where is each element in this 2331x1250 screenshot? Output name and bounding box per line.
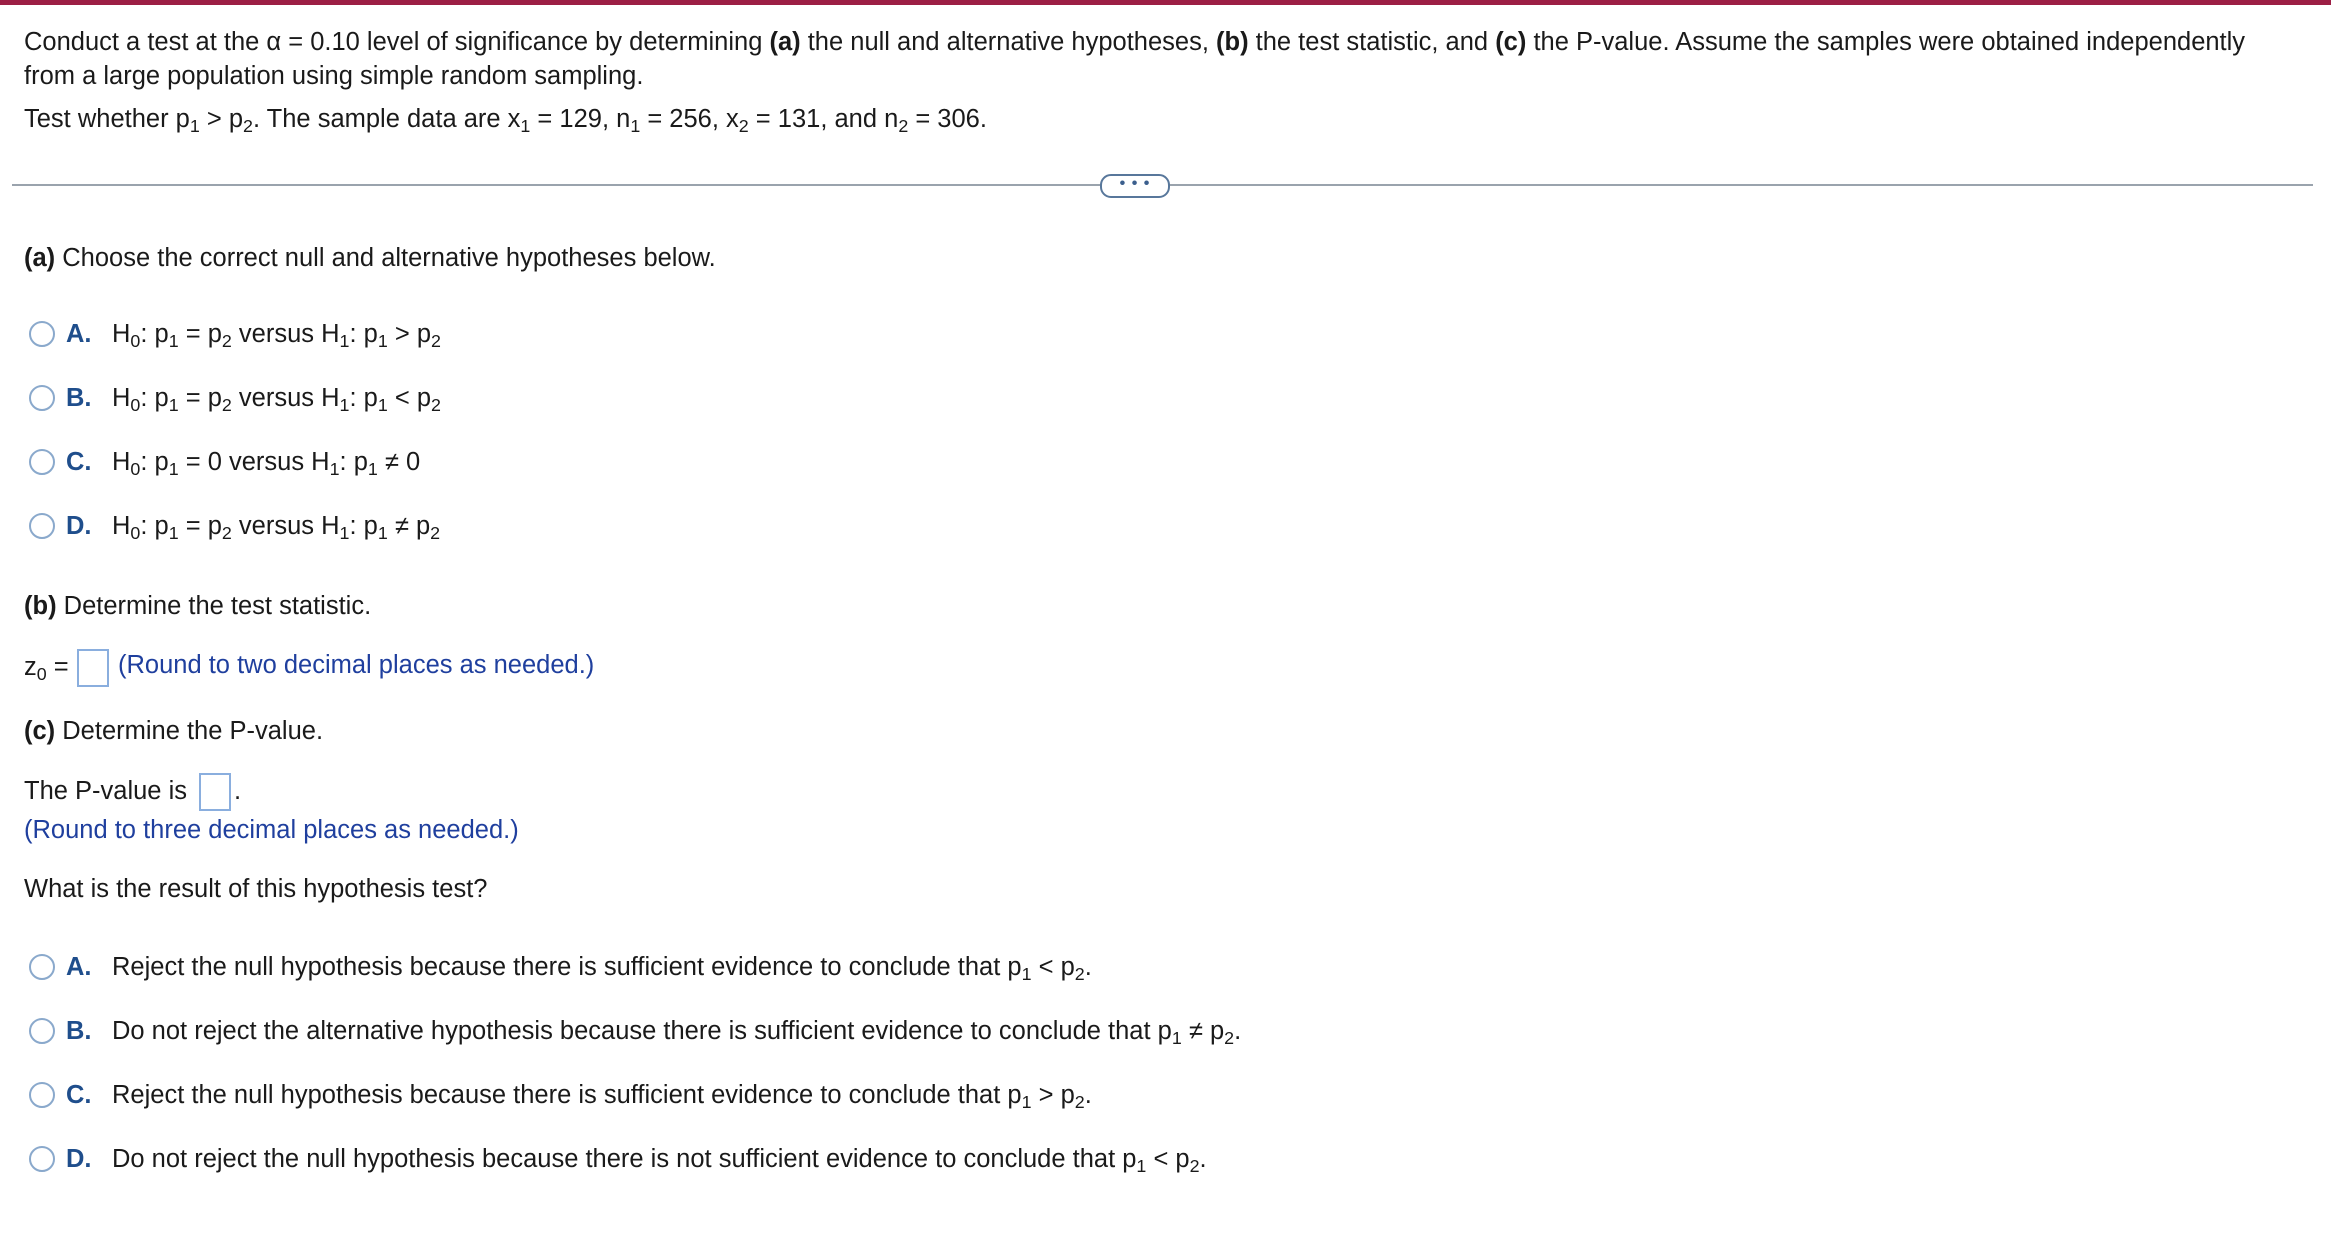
result-option-b-text[interactable]: Do not reject the alternative hypothesis because there is sufficient evidence to conclude that $p_1 \ne p_2$. xyxy=(112,1017,1242,1048)
problem-intro-line1: Conduct a test at the α = 0.10 level of significance by determining (a) the null and alternative hypotheses, (b) the test statistic, and (c) the P-value. Assume the samples were obtained independently xyxy=(24,28,2246,56)
z-statistic-hint: (Round to two decimal places as needed.) xyxy=(118,651,595,679)
p-value-hint: (Round to three decimal places as needed.) xyxy=(24,816,519,844)
result-option-a-radio[interactable] xyxy=(29,954,55,980)
result-option-a-letter: A. xyxy=(66,953,92,981)
hypothesis-option-a-radio[interactable] xyxy=(29,321,55,347)
hypothesis-option-c-text[interactable]: $H_0$: $p_1 = 0$ versus $H_1$: $p_1 \ne 0$ xyxy=(112,448,421,479)
p-value-label: The P-value is xyxy=(24,777,187,805)
hypothesis-option-b-text[interactable]: $H_0$: $p_1 = p_2$ versus $H_1$: $p_1 < p_2$ xyxy=(112,384,441,415)
hypothesis-option-b-letter: B. xyxy=(66,384,92,412)
result-option-c-letter: C. xyxy=(66,1081,92,1109)
problem-sample-data: Test whether $p_1 > p_2$. The sample data are $x_1 = 129$, $n_1 = 256$, $x_2 = 131$, and $n_2 = 306$. xyxy=(24,105,987,136)
result-option-c-text[interactable]: Reject the null hypothesis because there is sufficient evidence to conclude that $p_1 > p_2$. xyxy=(112,1081,1092,1112)
hypothesis-option-a-text[interactable]: $H_0$: $p_1 = p_2$ versus $H_1$: $p_1 > p_2$ xyxy=(112,320,441,351)
hypothesis-option-d-radio[interactable] xyxy=(29,513,55,539)
result-option-d-text[interactable]: Do not reject the null hypothesis because there is not sufficient evidence to conclude that $p_1 < p_2$. xyxy=(112,1145,1207,1176)
problem-intro-line2: from a large population using simple random sampling. xyxy=(24,62,644,90)
result-option-a-text[interactable]: Reject the null hypothesis because there is sufficient evidence to conclude that $p_1 < p_2$. xyxy=(112,953,1092,984)
z-statistic-label: $z_0$ = xyxy=(24,653,69,684)
result-option-b-radio[interactable] xyxy=(29,1018,55,1044)
hypothesis-option-c-letter: C. xyxy=(66,448,92,476)
result-question: What is the result of this hypothesis test? xyxy=(24,875,488,903)
result-option-d-letter: D. xyxy=(66,1145,92,1173)
part-a-prompt: (a) Choose the correct null and alternative hypotheses below. xyxy=(24,244,716,272)
top-accent-bar xyxy=(0,0,2331,5)
hypothesis-option-d-letter: D. xyxy=(66,512,92,540)
p-value-period: . xyxy=(234,777,242,805)
z-statistic-input[interactable] xyxy=(77,649,109,687)
result-option-d-radio[interactable] xyxy=(29,1146,55,1172)
part-b-prompt: (b) Determine the test statistic. xyxy=(24,592,372,620)
part-c-prompt: (c) Determine the P-value. xyxy=(24,717,324,745)
hypothesis-option-d-text[interactable]: $H_0$: $p_1 = p_2$ versus $H_1$: $p_1 \ne p_2$ xyxy=(112,512,441,543)
more-options-button[interactable]: • • • xyxy=(1100,174,1170,198)
p-value-input[interactable] xyxy=(199,773,231,811)
hypothesis-option-c-radio[interactable] xyxy=(29,449,55,475)
result-option-c-radio[interactable] xyxy=(29,1082,55,1108)
hypothesis-option-b-radio[interactable] xyxy=(29,385,55,411)
hypothesis-option-a-letter: A. xyxy=(66,320,92,348)
result-option-b-letter: B. xyxy=(66,1017,92,1045)
